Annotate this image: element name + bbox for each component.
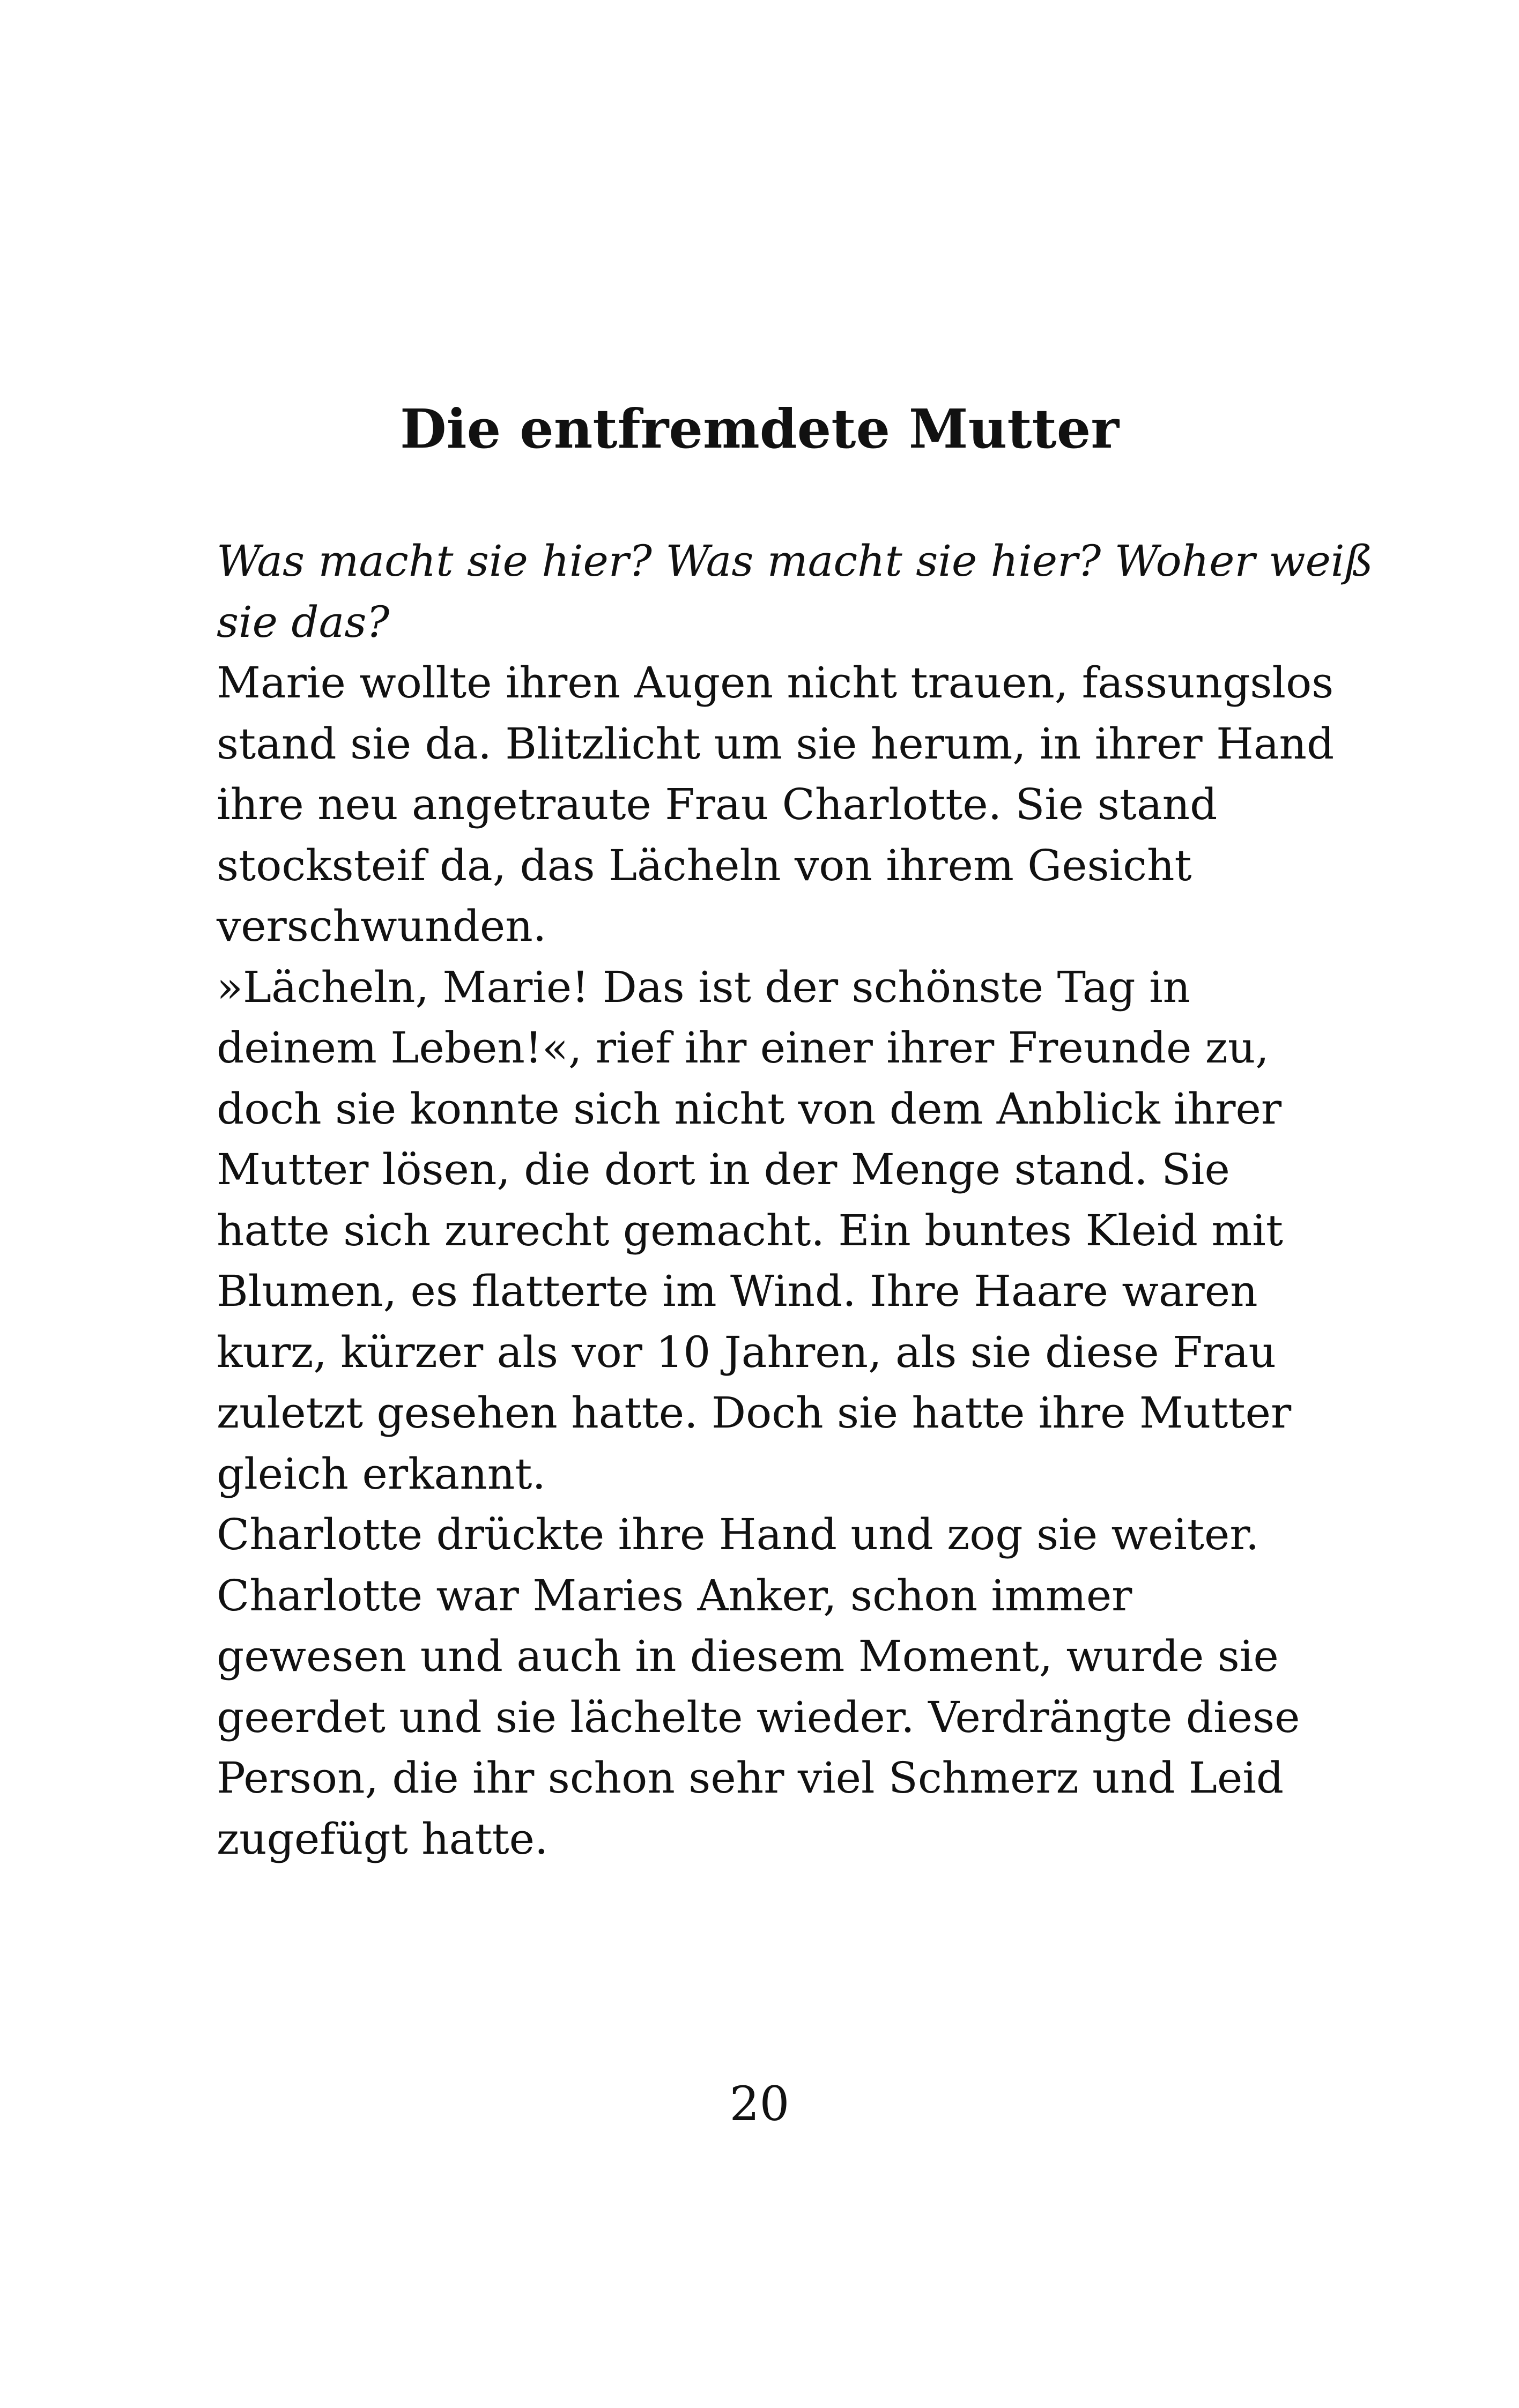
text-line: Marie wollte ihren Augen nicht trauen, fassungslos <box>217 658 1334 708</box>
text-line: gleich erkannt. <box>217 1448 546 1499</box>
text-line: ihre neu angetraute Frau Charlotte. Sie stand <box>217 779 1218 829</box>
text-line-italic: Was macht sie hier? Was macht sie hier? Woher weiß <box>217 536 1374 586</box>
text-line: hatte sich zurecht gemacht. Ein buntes Kleid mit <box>217 1205 1283 1255</box>
text-line-italic: sie das? <box>217 597 390 647</box>
text-line: gewesen und auch in diesem Moment, wurde sie <box>217 1631 1279 1681</box>
text-line: zuletzt gesehen hatte. Doch sie hatte ihre Mutter <box>217 1388 1292 1438</box>
text-line: geerdet und sie lächelte wieder. Verdrängte diese <box>217 1692 1300 1742</box>
text-line: Charlotte war Maries Anker, schon immer <box>217 1570 1132 1621</box>
chapter-title: Die entfremdete Mutter <box>399 397 1120 460</box>
text-line: doch sie konnte sich nicht von dem Anblick ihrer <box>217 1083 1282 1134</box>
text-line: zugefügt hatte. <box>217 1814 549 1864</box>
text-line: Person, die ihr schon sehr viel Schmerz und Leid <box>217 1753 1284 1803</box>
body-text <box>217 531 1374 1869</box>
text-line: stand sie da. Blitzlicht um sie herum, in ihrer Hand <box>217 718 1335 769</box>
page-number: 20 <box>729 2076 790 2131</box>
text-line: »Lächeln, Marie! Das ist der schönste Tag in <box>217 962 1191 1012</box>
text-line: Blumen, es flatterte im Wind. Ihre Haare waren <box>217 1266 1258 1316</box>
text-line: kurz, kürzer als vor 10 Jahren, als sie diese Frau <box>217 1327 1277 1377</box>
text-line: deinem Leben!«, rief ihr einer ihrer Freunde zu, <box>217 1023 1269 1073</box>
text-line: stocksteif da, das Lächeln von ihrem Gesicht <box>217 840 1192 890</box>
text-line: verschwunden. <box>217 901 547 951</box>
text-line: Mutter lösen, die dort in der Menge stand. Sie <box>217 1144 1230 1194</box>
text-line: Charlotte drückte ihre Hand und zog sie weiter. <box>217 1510 1259 1559</box>
